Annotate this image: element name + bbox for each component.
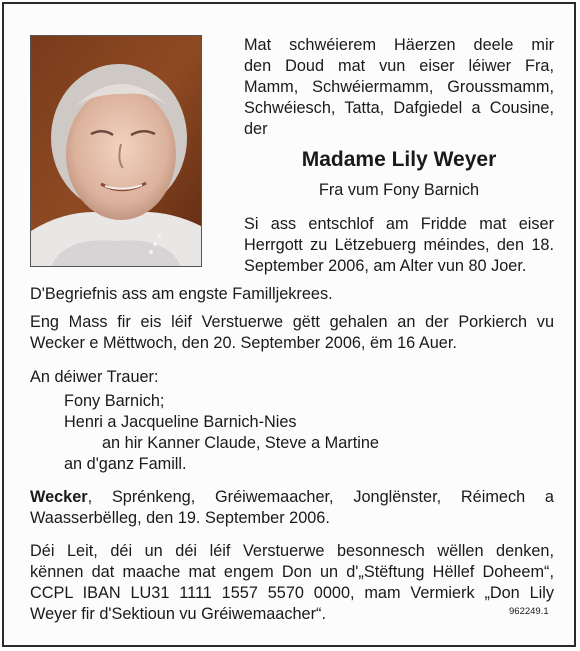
mourner-line: Fony Barnich; (64, 392, 165, 410)
place-rest: , Sprénkeng, Gréiwemaacher, Jonglënster, Réimech a (87, 488, 554, 506)
intro-line: Mat schwéierem Häerzen deele mir (244, 36, 554, 54)
place-bold: Wecker (30, 488, 88, 506)
place-line (30, 487, 554, 508)
donation-line: CCPL IBAN LU31 1111 1557 5570 0000, mam Vermierk „Don Lily (30, 584, 554, 602)
intro-line: der (244, 120, 268, 138)
mourner-line: an d'ganz Famill. (64, 455, 187, 473)
donation-line: Déi Leit, déi un déi léif Verstuerwe besonnesch wëllen denken, (30, 542, 554, 560)
donation-line: kënnen dat maache mat engem Don un d'„Stëftung Hëllef Doheem“, (30, 563, 554, 581)
mass-line: Wecker e Mëttwoch, den 20. September 2006, ëm 16 Auer. (30, 334, 457, 352)
spouse-line: Fra vum Fony Barnich (318, 181, 480, 199)
mourners-heading: An déiwer Trauer: (30, 368, 159, 386)
portrait-photo (30, 35, 202, 267)
place-line-2: Waasserbëlleg, den 19. September 2006. (30, 509, 330, 527)
mourner-line: Henri a Jacqueline Barnich-Nies (64, 413, 297, 431)
death-notice-line: September 2006, am Alter vun 80 Joer. (244, 257, 527, 275)
mourner-line: an hir Kanner Claude, Steve a Martine (102, 434, 379, 452)
death-notice-line: Si ass entschlof am Fridde mat eiser (244, 215, 554, 233)
deceased-name: Madame Lily Weyer (301, 148, 497, 171)
intro-line: Mamm, Schwéiermamm, Groussmamm, (244, 78, 554, 96)
intro-line: Schwéiesch, Tatta, Dafgiedel a Cousine, (244, 99, 554, 117)
reference-number: 962249.1 (509, 606, 549, 617)
death-notice-line: Herrgott zu Lëtzebuerg méindes, den 18. (244, 236, 554, 254)
intro-line: den Doud mat vun eiser léiwer Fra, (244, 57, 554, 75)
donation-line: Weyer fir d'Sektioun vu Gréiwemaacher“. (30, 605, 326, 623)
mass-line: Eng Mass fir eis léif Verstuerwe gëtt gehalen an der Porkierch vu (30, 313, 554, 331)
burial-line: D'Begriefnis ass am engste Familljekrees. (30, 285, 333, 303)
